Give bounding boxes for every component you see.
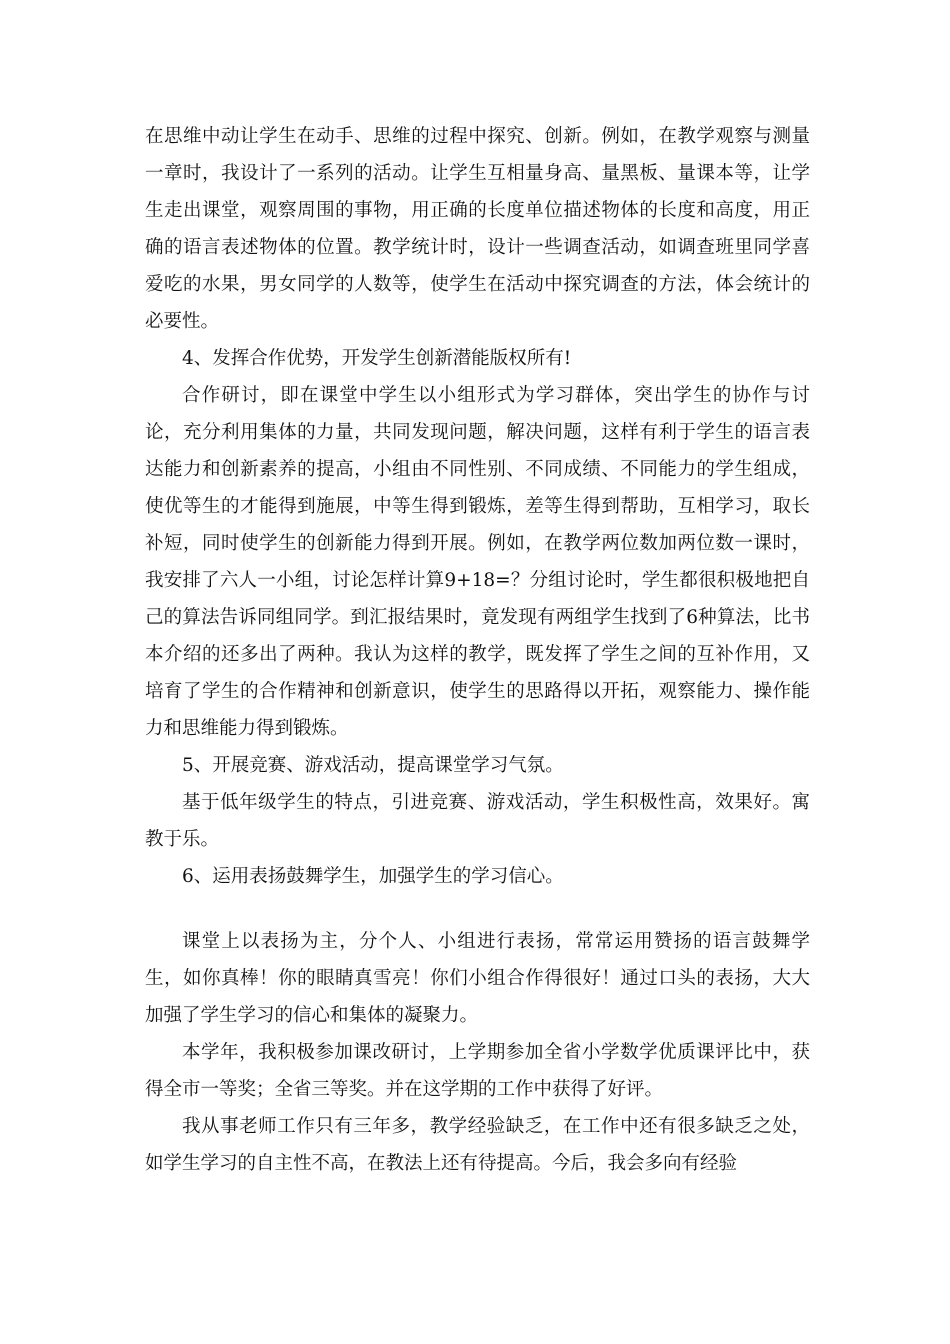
heading-item-6: 6、运用表扬鼓舞学生，加强学生的学习信心。 [182,866,564,887]
paragraph-continuation: 在思维中动让学生在动手、思维的过程中探究、创新。例如，在教学观察与测量一章时，我设计了一系列的活动。让学生互相量身高、量黑板、量课本等，让学生走出课堂，观察周围的事物，用正确的长度单位描述物体的长度和高度，用正确的语言表述物体的位置。教学统计时，设计一些调查活动，如调查班里同学喜爱吃的水果，男女同学的人数等，使学生在活动中探究调查的方法，体会统计的必要性。 [145,126,810,332]
paragraph-cooperation: 合作研讨，即在课堂中学生以小组形式为学习群体，突出学生的协作与讨论，充分利用集体的力量，共同发现问题，解决问题，这样有利于学生的语言表达能力和创新素养的提高，小组由不同性别、不同成绩、不同能力的学生组成，使优等生的才能得到施展，中等生得到锻炼，差等生得到帮助，互相学习，取长补短，同时使学生的创新能力得到开展。例如，在教学两位数加两位数一课时，我安排了六人一小组，讨论怎样计算9+18=？分组讨论时，学生都很积极地把自己的算法告诉同组同学。到汇报结果时，竟发现有两组学生找到了6种算法，比书本介绍的还多出了两种。我认为这样的教学，既发挥了学生之间的互补作用，又培育了学生的合作精神和创新意识，使学生的思路得以开拓，观察能力、操作能力和思维能力得到锻炼。 [145,385,810,739]
heading-item-5: 5、开展竞赛、游戏活动，提高课堂学习气氛。 [182,755,564,776]
paragraph-achievements: 本学年，我积极参加课改研讨，上学期参加全省小学数学优质课评比中，获得全市一等奖；全省三等奖。并在这学期的工作中获得了好评。 [145,1042,810,1100]
paragraph-praise: 课堂上以表扬为主，分个人、小组进行表扬，常常运用赞扬的语言鼓舞学生，如你真棒！你的眼睛真雪亮！你们小组合作得很好！通过口头的表扬，大大加强了学生学习的信心和集体的凝聚力。 [145,931,810,1026]
paragraph-gap [145,895,810,923]
heading-item-4: 4、发挥合作优势，开发学生创新潜能版权所有! [182,348,572,369]
paragraph-reflection: 我从事老师工作只有三年多，教学经验缺乏，在工作中还有很多缺乏之处，如学生学习的自主性不高，在教法上还有待提高。今后，我会多向有经验 [145,1116,810,1174]
document-body [145,118,810,1182]
paragraph-competition: 基于低年级学生的特点，引进竞赛、游戏活动，学生积极性高，效果好。寓教于乐。 [145,792,810,850]
